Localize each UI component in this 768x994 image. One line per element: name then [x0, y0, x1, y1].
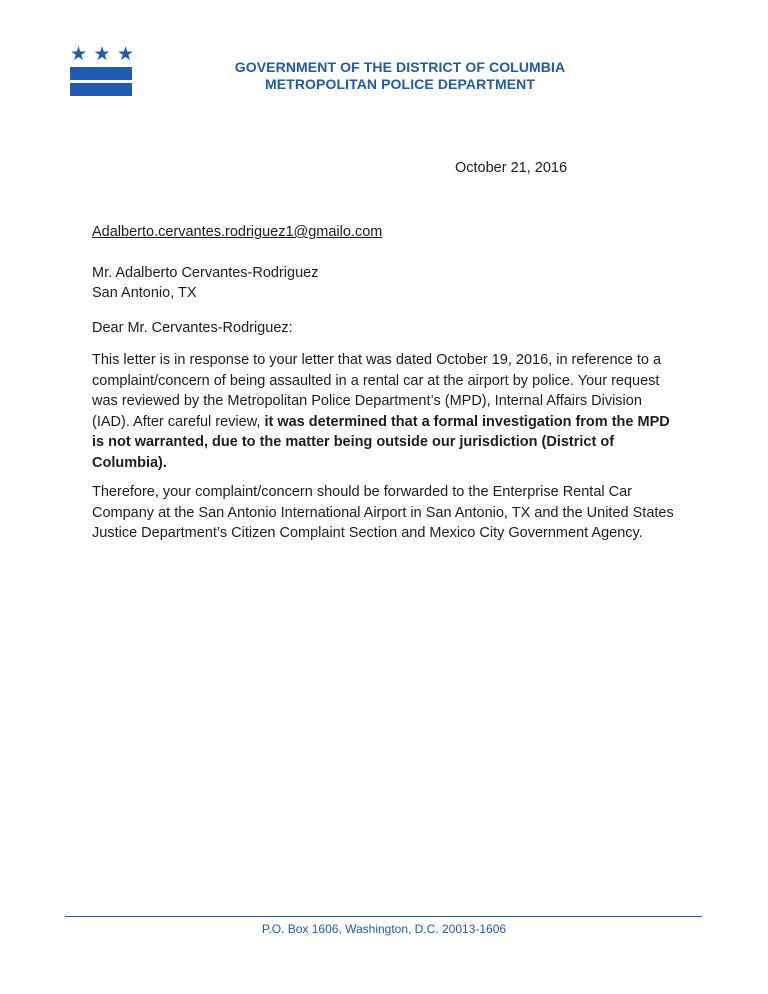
body-paragraph-1	[92, 350, 682, 473]
letterhead-department: METROPOLITAN POLICE DEPARTMENT	[264, 76, 536, 92]
flag-stars	[70, 45, 134, 65]
flag-bar-bottom	[70, 83, 132, 96]
recipient-location: San Antonio, TX	[92, 285, 197, 301]
footer-divider	[65, 916, 702, 917]
body-paragraph-2: Therefore, your complaint/concern should be forwarded to the Enterprise Rental Car Company at the San Antonio International Airport in San Antonio, TX and the United States Justice Department’s Citizen Complaint Section and Mexico City Government Agency.	[92, 484, 674, 541]
letterhead-government: GOVERNMENT OF THE DISTRICT OF COLUMBIA	[234, 59, 566, 75]
star-icon: ★	[93, 44, 111, 65]
flag-bar-top	[70, 67, 132, 80]
letterhead	[150, 59, 650, 93]
letter-date: October 21, 2016	[455, 160, 568, 176]
star-icon: ★	[70, 44, 88, 65]
body-paragraph-1-bold: it was determined that a formal investigation from the MPD is not warranted, due to the matter being outside our jurisdiction (District of Columbia).	[92, 413, 670, 471]
footer-address: P.O. Box 1606, Washington, D.C. 20013-1606	[261, 922, 507, 936]
recipient-name: Mr. Adalberto Cervantes-Rodriguez	[92, 265, 319, 281]
body-paragraph-1-text: This letter is in response to your letter that was dated October 19, 2016, in reference to a complaint/concern of being assaulted in a rental car at the airport by police. Your request was reviewed by the Metropolitan Police Department’s (MPD), Internal Affairs Division (IAD). After careful review,	[92, 352, 662, 430]
recipient-email: Adalberto.cervantes.rodriguez1@gmailo.com	[92, 224, 383, 240]
salutation: Dear Mr. Cervantes-Rodriguez:	[92, 320, 293, 336]
recipient-address	[92, 263, 318, 303]
star-icon: ★	[116, 44, 134, 65]
dc-flag-icon	[70, 45, 134, 97]
